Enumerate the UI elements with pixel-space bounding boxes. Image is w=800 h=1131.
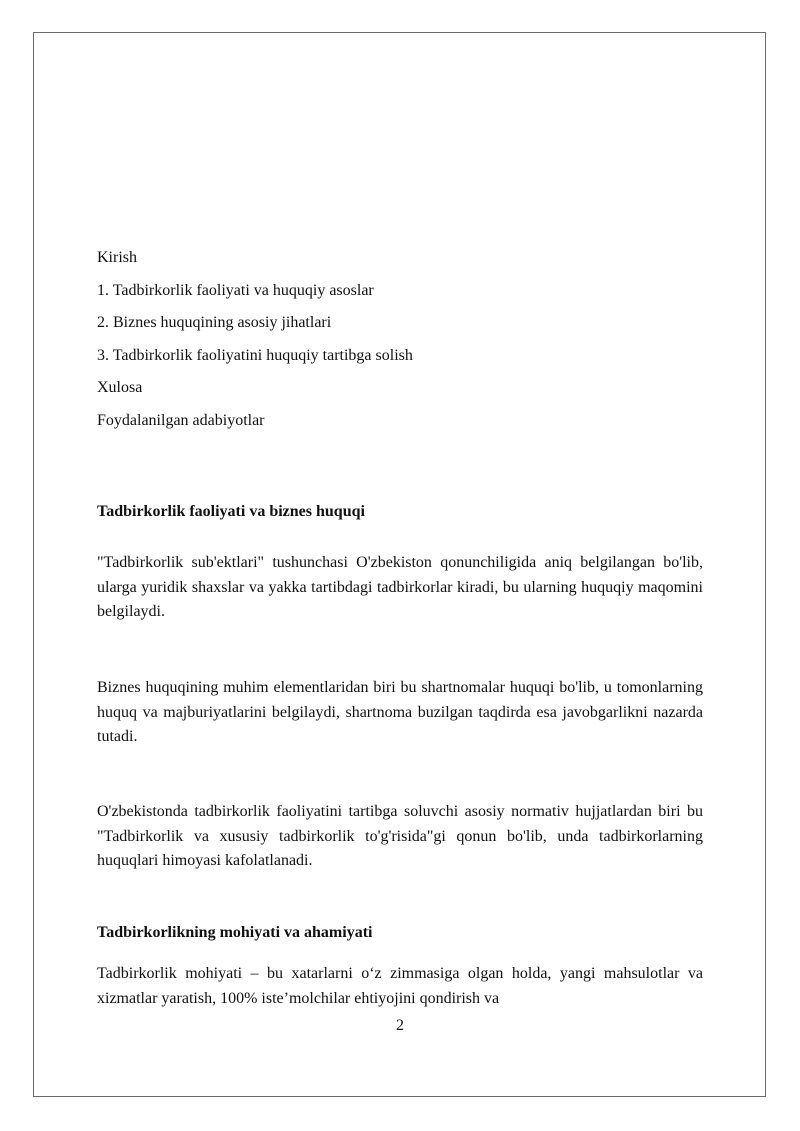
toc-item-conclusion: Xulosa [97,379,143,397]
page-number: 2 [396,1017,404,1034]
toc-item-chapter-1: 1. Tadbirkorlik faoliyati va huquqiy asoslar [97,281,374,299]
paragraph-normative-documents: O'zbekistonda tadbirkorlik faoliyatini tartibga soluvchi asosiy normativ hujjatlardan biri bu "Tadbirkorlik va xususiy tadbirkorlik to'g'risida"gi qonun bo'lib, unda tadbirkorlarning huquqlari himoyasi kafolatlanadi. [97,803,703,869]
paragraph-contract-law: Biznes huquqining muhim elementlaridan biri bu shartnomalar huquqi bo'lib, u tomonlarning huquq va majburiyatlarini belgilaydi, shartnoma buzilgan taqdirda esa javobgarlikni nazarda tutadi. [97,679,703,745]
toc-item-chapter-2: 2. Biznes huquqining asosiy jihatlari [97,314,332,332]
toc-item-references: Foydalanilgan adabiyotlar [97,411,265,429]
toc-item-chapter-3: 3. Tadbirkorlik faoliyatini huquqiy tartibga solish [97,346,413,364]
toc-item-introduction: Kirish [97,249,137,266]
table-of-contents [97,242,413,438]
section-heading-business-law: Tadbirkorlik faoliyati va biznes huquqi [97,503,365,520]
paragraph-entrepreneurship-essence: Tadbirkorlik mohiyati – bu xatarlarni o‘z zimmasiga olgan holda, yangi mahsulotlar va xizmatlar yaratish, 100% iste’molchilar ehtiyojini qondirish va [97,965,703,1007]
paragraph-entrepreneurship-subjects: "Tadbirkorlik sub'ektlari" tushunchasi O'zbekiston qonunchiligida aniq belgilangan bo'lib, ularga yuridik shaxslar va yakka tartibdagi tadbirkorlar kiradi, bu ularning huquqiy maqomini belgilaydi. [97,554,703,620]
section-heading-essence: Tadbirkorlikning mohiyati va ahamiyati [97,924,373,941]
